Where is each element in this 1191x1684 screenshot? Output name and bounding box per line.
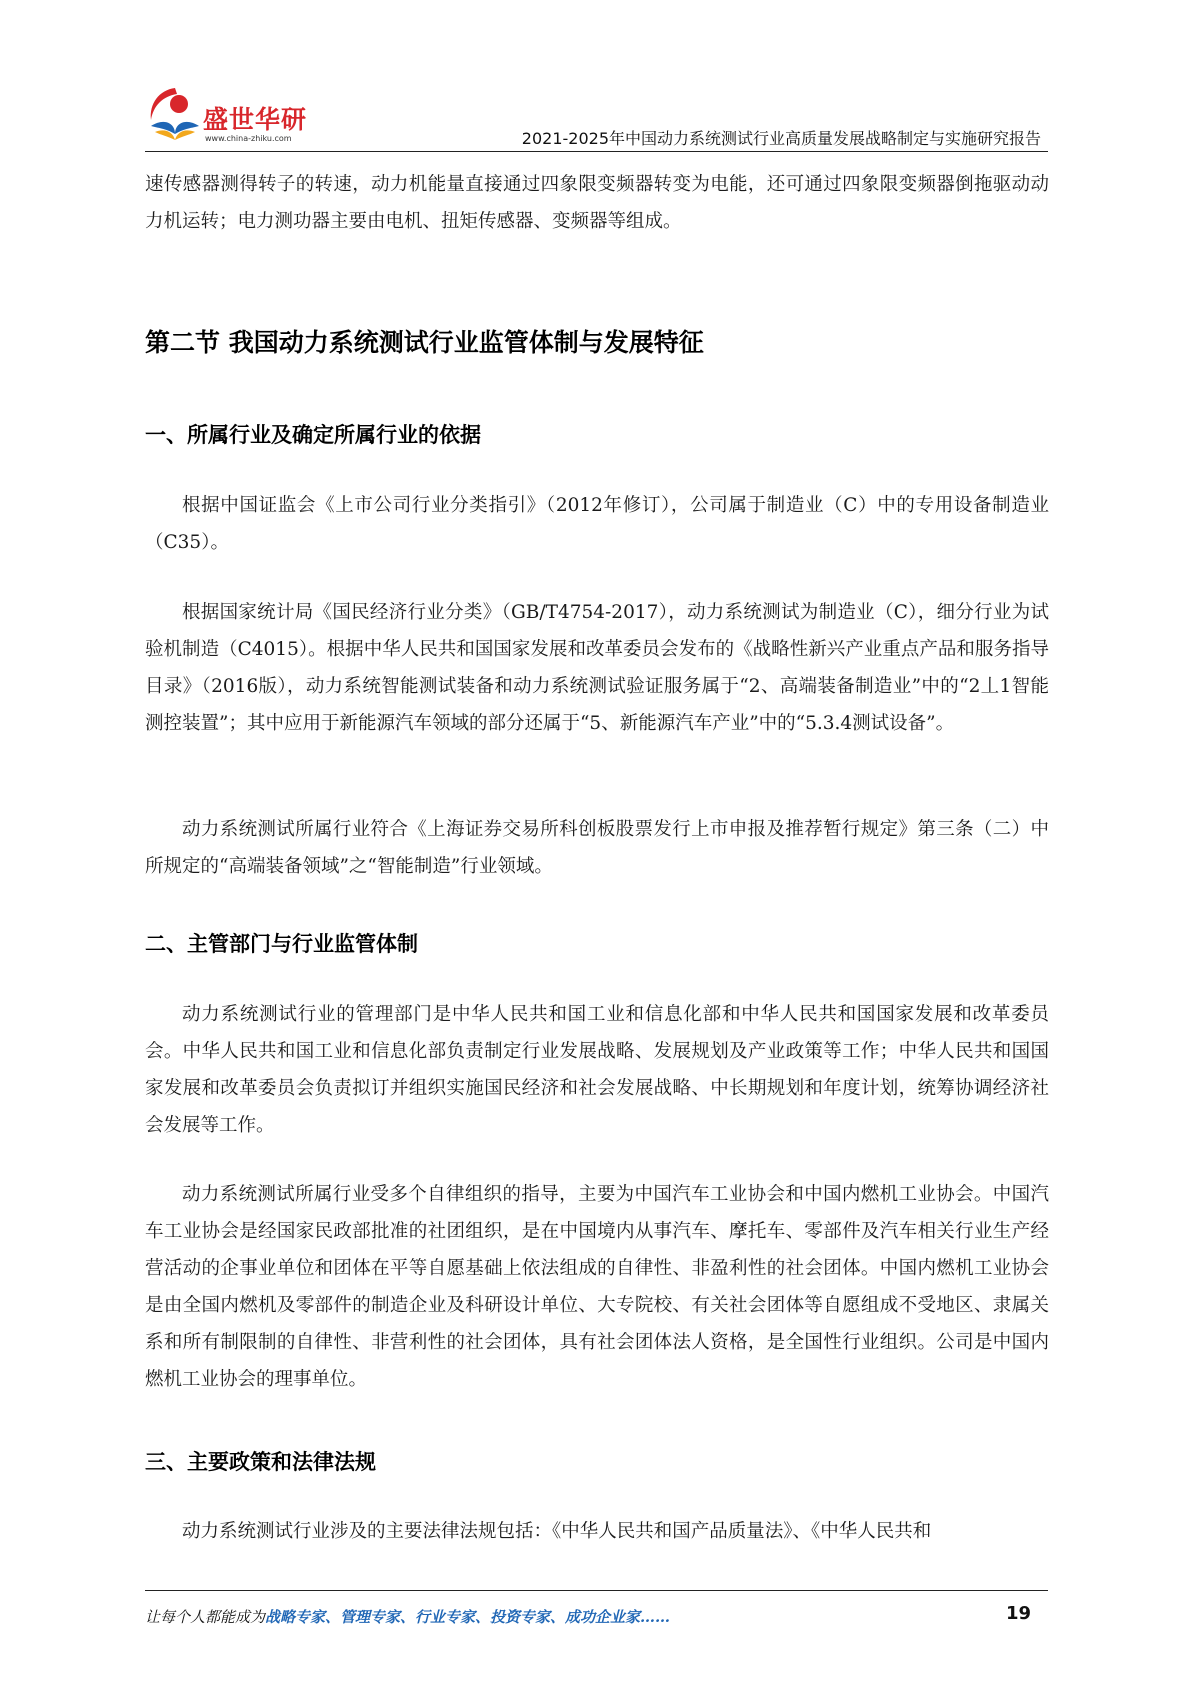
footer-slogan-highlight: 战略专家、管理专家、行业专家、投资专家、成功企业家…… bbox=[265, 1608, 671, 1626]
section-title: 第二节 我国动力系统测试行业监管体制与发展特征 bbox=[145, 328, 704, 357]
header-divider bbox=[145, 151, 1048, 152]
subsection-title-3: 三、主要政策和法律法规 bbox=[145, 1450, 376, 1474]
report-title: 2021-2025年中国动力系统测试行业高质量发展战略制定与实施研究报告 bbox=[521, 129, 1041, 148]
subsection-title-1: 一、所属行业及确定所属行业的依据 bbox=[145, 423, 481, 447]
paragraph-2-1: 动力系统测试行业的管理部门是中华人民共和国工业和信息化部和中华人民共和国国家发展和改革委员会。中华人民共和国工业和信息化部负责制定行业发展战略、发展规划及产业政策等工作；中华人民共和国国家发展和改革委员会负责拟订并组织实施国民经济和社会发展战略、中长期规划和年度计划，统筹协调经济社会发展等工作。 bbox=[145, 1004, 1049, 1136]
footer-slogan-prefix: 让每个人都能成为 bbox=[145, 1608, 266, 1626]
logo-website: www.china-zhiku.com bbox=[205, 134, 292, 143]
subsection-title-2: 二、主管部门与行业监管体制 bbox=[145, 932, 418, 956]
footer-slogan bbox=[145, 1606, 670, 1627]
paragraph-1-2: 根据国家统计局《国民经济行业分类》（GB/T4754-2017），动力系统测试为制造业（C），细分行业为试验机制造（C4015）。根据中华人民共和国国家发展和改革委员会发布的《战略性新兴产业重点产品和服务指导目录》（2016版），动力系统智能测试装备和动力系统测试验证服务属于“2、高端装备制造业”中的“2丄1智能测控装置”；其中应用于新能源汽车领域的部分还属于“5、新能源汽车产业”中的“5.3.4测试设备”。 bbox=[145, 602, 1049, 734]
intro-paragraph: 速传感器测得转子的转速，动力机能量直接通过四象限变频器转变为电能，还可通过四象限变频器倒拖驱动动力机运转；电力测功器主要由电机、扭矩传感器、变频器等组成。 bbox=[145, 174, 1049, 232]
page-number: 19 bbox=[1006, 1603, 1032, 1624]
paragraph-2-2: 动力系统测试所属行业受多个自律组织的指导，主要为中国汽车工业协会和中国内燃机工业协会。中国汽车工业协会是经国家民政部批准的社团组织，是在中国境内从事汽车、摩托车、零部件及汽车相关行业生产经营活动的企事业单位和团体在平等自愿基础上依法组成的自律性、非盈利性的社会团体。中国内燃机工业协会是由全国内燃机及零部件的制造企业及科研设计单位、大专院校、有关社会团体等自愿组成不受地区、隶属关系和所有制限制的自律性、非营利性的社会团体，具有社会团体法人资格，是全国性行业组织。公司是中国内燃机工业协会的理事单位。 bbox=[145, 1184, 1049, 1390]
paragraph-3-1: 动力系统测试行业涉及的主要法律法规包括：《中华人民共和国产品质量法》、《中华人民共和 bbox=[182, 1521, 932, 1542]
footer-divider bbox=[145, 1590, 1048, 1591]
logo-brand-name: 盛世华研 bbox=[203, 105, 308, 134]
paragraph-1-3: 动力系统测试所属行业符合《上海证券交易所科创板股票发行上市申报及推荐暂行规定》第三条（二）中所规定的“高端装备领域”之“智能制造”行业领域。 bbox=[145, 819, 1049, 877]
company-logo bbox=[145, 82, 345, 152]
logo-emblem-icon bbox=[145, 82, 205, 146]
paragraph-1-1: 根据中国证监会《上市公司行业分类指引》（2012年修订），公司属于制造业（C）中的专用设备制造业（C35）。 bbox=[145, 495, 1049, 553]
